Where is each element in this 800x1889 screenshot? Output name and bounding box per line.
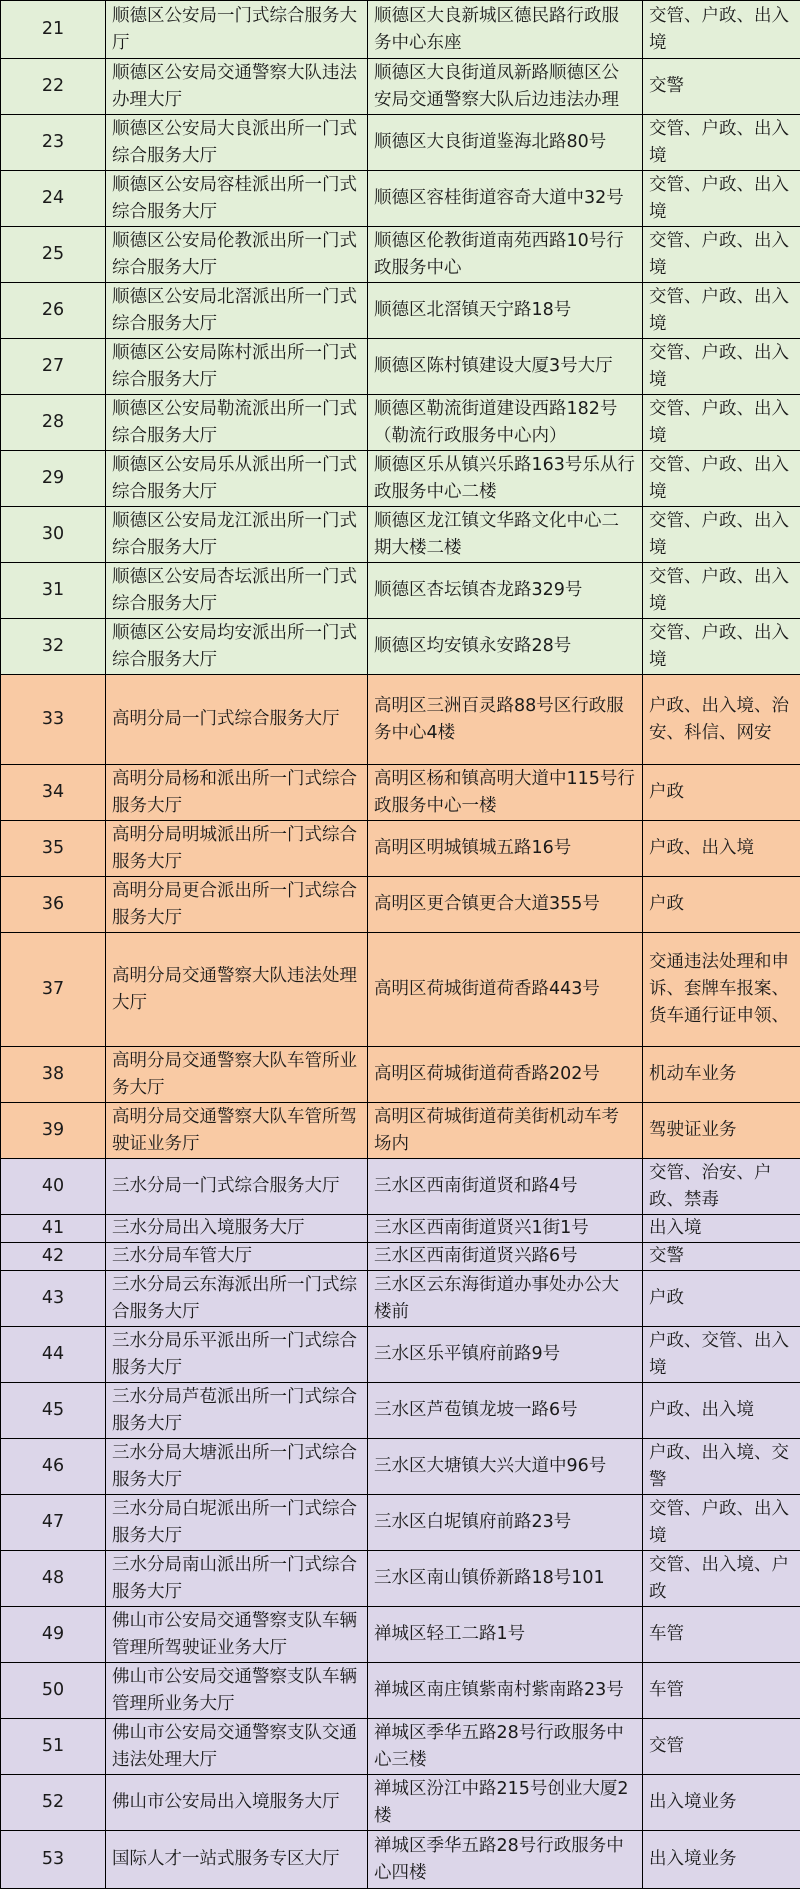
table-row	[1, 1663, 800, 1719]
row-number: 36	[1, 877, 106, 933]
hall-services: 车管	[643, 1663, 800, 1719]
hall-name: 顺德区公安局伦教派出所一门式综合服务大厅	[106, 227, 368, 283]
hall-address: 高明区明城镇城五路16号	[368, 821, 643, 877]
hall-address: 顺德区乐从镇兴乐路163号乐从行政服务中心二楼	[368, 451, 643, 507]
hall-services: 交管、户政、出入境	[643, 563, 800, 619]
table-row	[1, 507, 800, 563]
table-row	[1, 1103, 800, 1159]
hall-services: 交管	[643, 1719, 800, 1775]
hall-services: 交通违法处理和申诉、套牌车报案、货车通行证申领、	[643, 933, 800, 1047]
hall-name: 顺德区公安局交通警察大队违法办理大厅	[106, 59, 368, 115]
hall-address: 三水区云东海街道办事处办公大楼前	[368, 1271, 643, 1327]
row-number: 53	[1, 1831, 106, 1889]
hall-name: 顺德区公安局均安派出所一门式综合服务大厅	[106, 619, 368, 675]
hall-name: 三水分局云东海派出所一门式综合服务大厅	[106, 1271, 368, 1327]
row-number: 35	[1, 821, 106, 877]
table-row	[1, 59, 800, 115]
row-number: 21	[1, 1, 106, 59]
hall-name: 高明分局交通警察大队车管所业务大厅	[106, 1047, 368, 1103]
hall-name: 佛山市公安局出入境服务大厅	[106, 1775, 368, 1831]
row-number: 23	[1, 115, 106, 171]
row-number: 25	[1, 227, 106, 283]
hall-address: 三水区南山镇侨新路18号101	[368, 1551, 643, 1607]
hall-services: 机动车业务	[643, 1047, 800, 1103]
hall-name: 三水分局一门式综合服务大厅	[106, 1159, 368, 1215]
row-number: 31	[1, 563, 106, 619]
hall-name: 三水分局大塘派出所一门式综合服务大厅	[106, 1439, 368, 1495]
table-body	[1, 1, 800, 1889]
hall-address: 高明区更合镇更合大道355号	[368, 877, 643, 933]
hall-name: 高明分局更合派出所一门式综合服务大厅	[106, 877, 368, 933]
hall-address: 三水区西南街道贤和路4号	[368, 1159, 643, 1215]
hall-address: 顺德区勒流街道建设西路182号（勒流行政服务中心内）	[368, 395, 643, 451]
hall-name: 佛山市公安局交通警察支队车辆管理所业务大厅	[106, 1663, 368, 1719]
table-row	[1, 1047, 800, 1103]
hall-name: 顺德区公安局陈村派出所一门式综合服务大厅	[106, 339, 368, 395]
hall-name: 顺德区公安局龙江派出所一门式综合服务大厅	[106, 507, 368, 563]
hall-address: 高明区杨和镇高明大道中115号行政服务中心一楼	[368, 765, 643, 821]
table-row	[1, 675, 800, 765]
hall-address: 顺德区伦教街道南苑西路10号行政服务中心	[368, 227, 643, 283]
hall-services: 交管、户政、出入境	[643, 1495, 800, 1551]
table-row	[1, 821, 800, 877]
hall-services: 出入境业务	[643, 1831, 800, 1889]
hall-address: 三水区西南街道贤兴路6号	[368, 1243, 643, 1271]
row-number: 42	[1, 1243, 106, 1271]
hall-name: 高明分局一门式综合服务大厅	[106, 675, 368, 765]
hall-name: 高明分局交通警察大队车管所驾驶证业务厅	[106, 1103, 368, 1159]
hall-name: 顺德区公安局容桂派出所一门式综合服务大厅	[106, 171, 368, 227]
hall-address: 高明区荷城街道荷香路202号	[368, 1047, 643, 1103]
hall-address: 禅城区季华五路28号行政服务中心三楼	[368, 1719, 643, 1775]
hall-services: 交管、户政、出入境	[643, 227, 800, 283]
table-row	[1, 619, 800, 675]
hall-services: 交管、户政、出入境	[643, 339, 800, 395]
hall-services: 交管、户政、出入境	[643, 171, 800, 227]
row-number: 32	[1, 619, 106, 675]
hall-services: 交管、治安、户政、禁毒	[643, 1159, 800, 1215]
table-row	[1, 283, 800, 339]
row-number: 26	[1, 283, 106, 339]
hall-name: 国际人才一站式服务专区大厅	[106, 1831, 368, 1889]
row-number: 33	[1, 675, 106, 765]
row-number: 27	[1, 339, 106, 395]
row-number: 40	[1, 1159, 106, 1215]
table-row	[1, 1383, 800, 1439]
hall-services: 交管、户政、出入境	[643, 115, 800, 171]
hall-name: 三水分局白坭派出所一门式综合服务大厅	[106, 1495, 368, 1551]
table-row	[1, 1159, 800, 1215]
table-row	[1, 933, 800, 1047]
table-row	[1, 171, 800, 227]
table-row	[1, 1551, 800, 1607]
hall-name: 三水分局出入境服务大厅	[106, 1215, 368, 1243]
table-row	[1, 877, 800, 933]
hall-services: 交管、户政、出入境	[643, 1, 800, 59]
row-number: 28	[1, 395, 106, 451]
table-row	[1, 1719, 800, 1775]
hall-name: 顺德区公安局大良派出所一门式综合服务大厅	[106, 115, 368, 171]
row-number: 34	[1, 765, 106, 821]
row-number: 50	[1, 1663, 106, 1719]
row-number: 49	[1, 1607, 106, 1663]
row-number: 37	[1, 933, 106, 1047]
hall-address: 禅城区轻工二路1号	[368, 1607, 643, 1663]
hall-services: 车管	[643, 1607, 800, 1663]
table-row	[1, 1607, 800, 1663]
table-row	[1, 563, 800, 619]
hall-address: 顺德区均安镇永安路28号	[368, 619, 643, 675]
hall-services: 交管、出入境、户政	[643, 1551, 800, 1607]
hall-name: 顺德区公安局一门式综合服务大厅	[106, 1, 368, 59]
row-number: 22	[1, 59, 106, 115]
table-row	[1, 115, 800, 171]
table-row	[1, 1215, 800, 1243]
table-row	[1, 339, 800, 395]
row-number: 51	[1, 1719, 106, 1775]
hall-services: 出入境业务	[643, 1775, 800, 1831]
hall-address: 三水区大塘镇大兴大道中96号	[368, 1439, 643, 1495]
hall-name: 顺德区公安局北滘派出所一门式综合服务大厅	[106, 283, 368, 339]
table-row	[1, 765, 800, 821]
hall-name: 佛山市公安局交通警察支队车辆管理所驾驶证业务大厅	[106, 1607, 368, 1663]
hall-address: 顺德区大良新城区德民路行政服务中心东座	[368, 1, 643, 59]
hall-address: 顺德区大良街道鉴海北路80号	[368, 115, 643, 171]
hall-address: 高明区荷城街道荷香路443号	[368, 933, 643, 1047]
hall-address: 高明区荷城街道荷美街机动车考场内	[368, 1103, 643, 1159]
row-number: 30	[1, 507, 106, 563]
hall-services: 户政、出入境、交警	[643, 1439, 800, 1495]
row-number: 24	[1, 171, 106, 227]
hall-services: 交警	[643, 59, 800, 115]
hall-name: 高明分局杨和派出所一门式综合服务大厅	[106, 765, 368, 821]
hall-address: 顺德区容桂街道容奇大道中32号	[368, 171, 643, 227]
row-number: 47	[1, 1495, 106, 1551]
hall-services: 出入境	[643, 1215, 800, 1243]
row-number: 44	[1, 1327, 106, 1383]
hall-address: 三水区乐平镇府前路9号	[368, 1327, 643, 1383]
table-row	[1, 1327, 800, 1383]
hall-address: 禅城区南庄镇紫南村紫南路23号	[368, 1663, 643, 1719]
hall-address: 三水区西南街道贤兴1街1号	[368, 1215, 643, 1243]
row-number: 41	[1, 1215, 106, 1243]
hall-address: 禅城区季华五路28号行政服务中心四楼	[368, 1831, 643, 1889]
hall-services: 户政、出入境、治安、科信、网安	[643, 675, 800, 765]
hall-name: 三水分局乐平派出所一门式综合服务大厅	[106, 1327, 368, 1383]
hall-name: 三水分局南山派出所一门式综合服务大厅	[106, 1551, 368, 1607]
table-row	[1, 1495, 800, 1551]
table-row	[1, 1831, 800, 1889]
hall-name: 顺德区公安局乐从派出所一门式综合服务大厅	[106, 451, 368, 507]
hall-address: 禅城区汾江中路215号创业大厦2楼	[368, 1775, 643, 1831]
row-number: 38	[1, 1047, 106, 1103]
table-row	[1, 395, 800, 451]
row-number: 39	[1, 1103, 106, 1159]
hall-address: 顺德区北滘镇天宁路18号	[368, 283, 643, 339]
hall-services: 交管、户政、出入境	[643, 507, 800, 563]
hall-name: 高明分局交通警察大队违法处理大厅	[106, 933, 368, 1047]
hall-services: 户政	[643, 1271, 800, 1327]
table-row	[1, 1271, 800, 1327]
table-row	[1, 227, 800, 283]
row-number: 46	[1, 1439, 106, 1495]
hall-address: 顺德区龙江镇文华路文化中心二期大楼二楼	[368, 507, 643, 563]
hall-address: 三水区白坭镇府前路23号	[368, 1495, 643, 1551]
table-row	[1, 1775, 800, 1831]
hall-address: 高明区三洲百灵路88号区行政服务中心4楼	[368, 675, 643, 765]
hall-services: 户政、出入境	[643, 821, 800, 877]
hall-services: 交管、户政、出入境	[643, 283, 800, 339]
row-number: 43	[1, 1271, 106, 1327]
hall-address: 顺德区陈村镇建设大厦3号大厅	[368, 339, 643, 395]
hall-address: 顺德区杏坛镇杏龙路329号	[368, 563, 643, 619]
row-number: 45	[1, 1383, 106, 1439]
hall-services: 交管、户政、出入境	[643, 451, 800, 507]
hall-name: 高明分局明城派出所一门式综合服务大厅	[106, 821, 368, 877]
row-number: 48	[1, 1551, 106, 1607]
hall-name: 佛山市公安局交通警察支队交通违法处理大厅	[106, 1719, 368, 1775]
row-number: 52	[1, 1775, 106, 1831]
hall-name: 三水分局芦苞派出所一门式综合服务大厅	[106, 1383, 368, 1439]
hall-services: 驾驶证业务	[643, 1103, 800, 1159]
hall-services: 户政	[643, 765, 800, 821]
hall-address: 顺德区大良街道凤新路顺德区公安局交通警察大队后边违法办理	[368, 59, 643, 115]
hall-name: 三水分局车管大厅	[106, 1243, 368, 1271]
hall-services: 交管、户政、出入境	[643, 395, 800, 451]
hall-name: 顺德区公安局杏坛派出所一门式综合服务大厅	[106, 563, 368, 619]
table-row	[1, 451, 800, 507]
hall-address: 三水区芦苞镇龙坡一路6号	[368, 1383, 643, 1439]
row-number: 29	[1, 451, 106, 507]
table-row	[1, 1439, 800, 1495]
hall-services: 交管、户政、出入境	[643, 619, 800, 675]
table-row	[1, 1243, 800, 1271]
hall-services: 户政、交管、出入境	[643, 1327, 800, 1383]
hall-name: 顺德区公安局勒流派出所一门式综合服务大厅	[106, 395, 368, 451]
table-row	[1, 1, 800, 59]
hall-services: 户政、出入境	[643, 1383, 800, 1439]
hall-services: 交警	[643, 1243, 800, 1271]
hall-services: 户政	[643, 877, 800, 933]
